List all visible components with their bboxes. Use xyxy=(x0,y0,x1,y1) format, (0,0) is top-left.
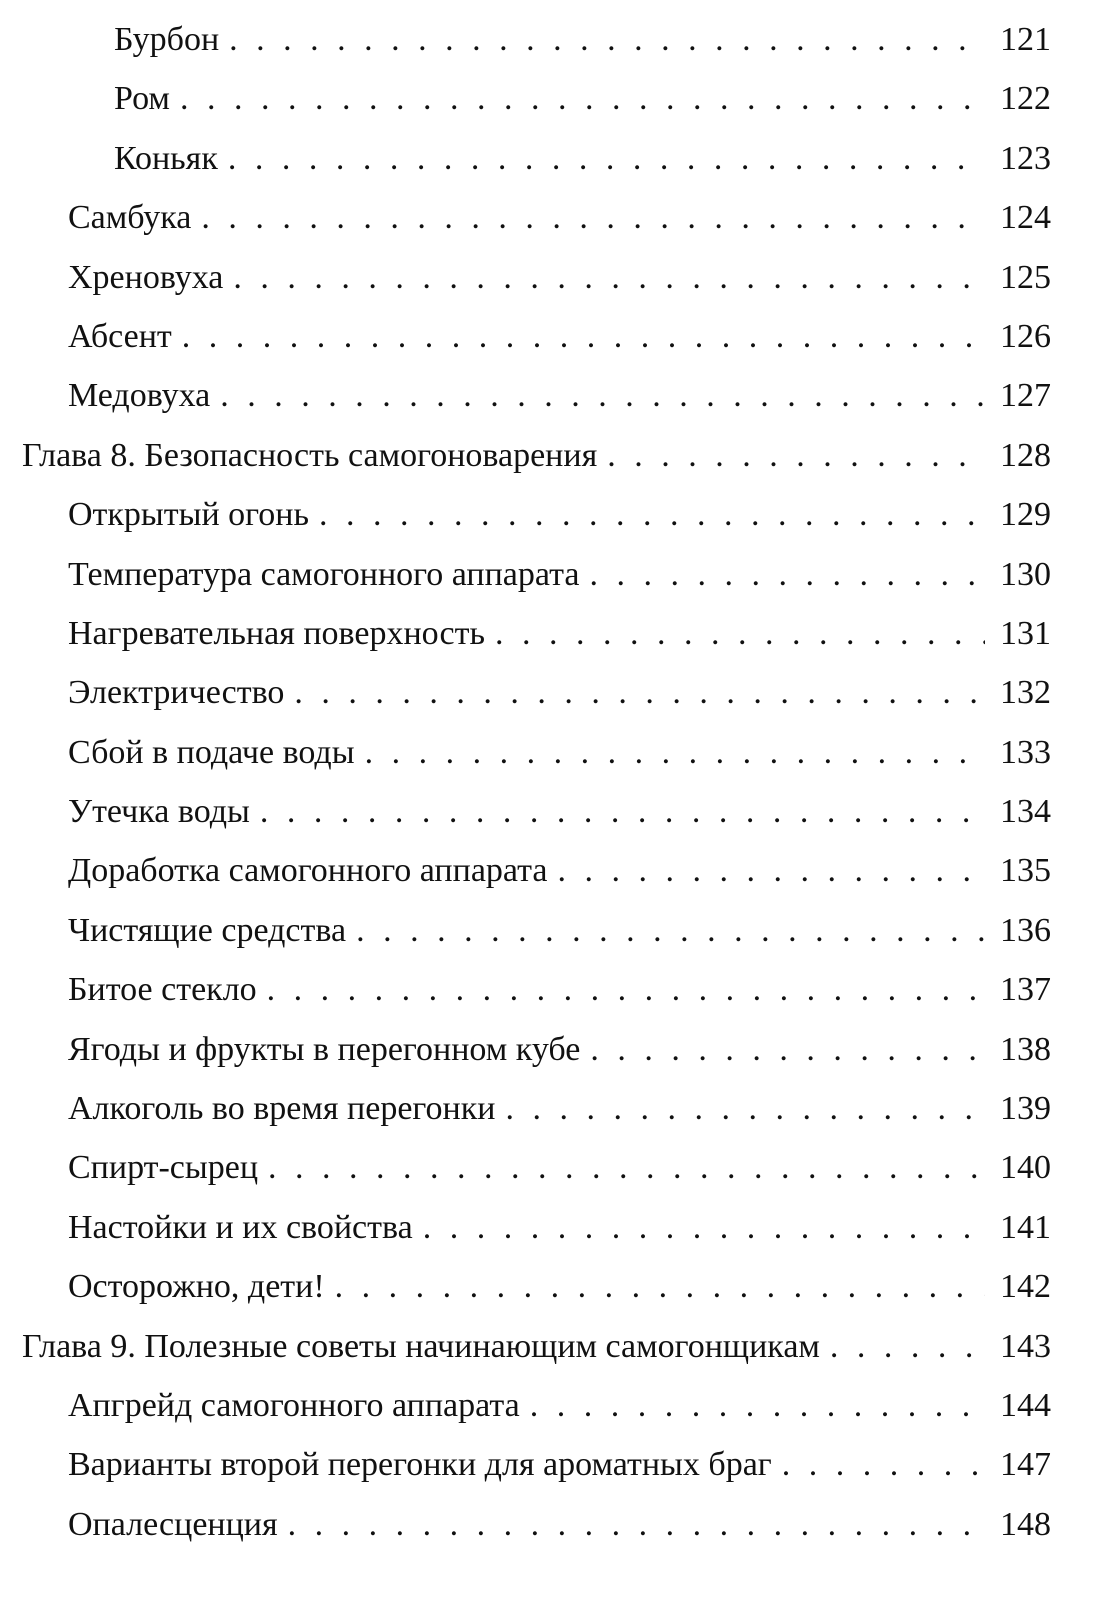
toc-page-number: 131 xyxy=(1000,614,1051,652)
dot-leader xyxy=(228,129,985,188)
toc-entry-leader xyxy=(68,188,985,247)
table-of-contents xyxy=(0,10,1113,1554)
toc-entry-title: Утечка воды xyxy=(68,793,250,831)
toc-entry-leader xyxy=(68,1079,985,1138)
toc-entry-title: Бурбон xyxy=(114,21,220,58)
toc-entry-title: Ягоды и фрукты в перегонном кубе xyxy=(68,1030,581,1068)
toc-page-number: 123 xyxy=(1000,139,1051,177)
toc-entry-title: Спирт-сырец xyxy=(68,1149,259,1187)
dot-leader xyxy=(233,248,985,307)
toc-entry-title: Апгрейд самогонного аппарата xyxy=(68,1386,520,1424)
toc-page-number: 140 xyxy=(1000,1149,1051,1187)
toc-entry-title: Чистящие средства xyxy=(68,911,347,949)
dot-leader xyxy=(294,663,985,722)
toc-entry-leader xyxy=(114,69,985,128)
toc-entry-row xyxy=(0,248,1113,307)
toc-entry-leader xyxy=(68,248,985,307)
toc-entry-leader xyxy=(68,782,985,841)
toc-entry-leader xyxy=(68,1020,985,1079)
toc-page-number: 124 xyxy=(1000,199,1051,237)
toc-entry-title: Доработка самогонного аппарата xyxy=(68,852,548,890)
toc-entry-title: Глава 8. Безопасность самогоноварения xyxy=(22,436,598,474)
toc-entry-leader xyxy=(68,1495,985,1554)
toc-entry-leader xyxy=(68,663,985,722)
toc-entry-leader xyxy=(68,1198,985,1257)
dot-leader xyxy=(365,723,985,782)
toc-entry-leader xyxy=(68,366,985,425)
dot-leader xyxy=(530,1376,985,1435)
toc-page-number: 122 xyxy=(1000,80,1051,118)
dot-leader xyxy=(505,1079,985,1138)
toc-entry-row xyxy=(0,960,1113,1019)
toc-entry-title: Хреновуха xyxy=(68,258,224,296)
dot-leader xyxy=(268,1138,985,1197)
toc-page-number: 147 xyxy=(1000,1446,1051,1484)
toc-entry-leader xyxy=(68,960,985,1019)
toc-entry-leader xyxy=(22,1317,985,1376)
toc-entry-leader xyxy=(22,426,985,485)
toc-entry-title: Алкоголь во время перегонки xyxy=(68,1090,496,1128)
dot-leader xyxy=(830,1317,985,1376)
toc-entry-title: Глава 9. Полезные советы начинающим самогонщикам xyxy=(22,1327,820,1365)
toc-entry-leader xyxy=(68,1435,985,1494)
toc-entry-title: Коньяк xyxy=(114,139,218,177)
dot-leader xyxy=(495,604,985,663)
dot-leader xyxy=(267,960,985,1019)
toc-entry-row xyxy=(0,1495,1113,1554)
toc-entry-row xyxy=(0,485,1113,544)
dot-leader xyxy=(558,841,986,900)
toc-entry-row xyxy=(0,604,1113,663)
toc-page-number: 130 xyxy=(1000,555,1051,593)
toc-page-number: 138 xyxy=(1000,1030,1051,1068)
toc-entry-row xyxy=(0,663,1113,722)
toc-entry-title: Абсент xyxy=(68,317,172,355)
toc-entry-title: Самбука xyxy=(68,199,192,237)
toc-entry-row xyxy=(0,366,1113,425)
dot-leader xyxy=(182,307,985,366)
dot-leader xyxy=(201,188,985,247)
toc-entry-leader xyxy=(68,1257,985,1316)
dot-leader xyxy=(589,545,985,604)
toc-page-number: 135 xyxy=(1000,852,1051,890)
toc-entry-title: Варианты второй перегонки для ароматных браг xyxy=(68,1446,772,1484)
toc-entry-title: Ром xyxy=(114,80,170,118)
toc-page-number: 143 xyxy=(1000,1327,1051,1365)
toc-page-number: 132 xyxy=(1000,674,1051,712)
toc-page-number: 127 xyxy=(1000,377,1051,415)
toc-entry-row xyxy=(0,129,1113,188)
toc-page-number: 129 xyxy=(1000,496,1051,534)
toc-entry-row xyxy=(0,545,1113,604)
toc-page-number: 121 xyxy=(1000,21,1051,58)
toc-page-number: 126 xyxy=(1000,317,1051,355)
toc-entry-row xyxy=(0,10,1113,69)
toc-entry-leader xyxy=(68,901,985,960)
toc-entry-leader xyxy=(68,1376,985,1435)
toc-entry-row xyxy=(0,307,1113,366)
toc-page-number: 137 xyxy=(1000,971,1051,1009)
toc-entry-row xyxy=(0,782,1113,841)
toc-entry-leader xyxy=(68,545,985,604)
toc-entry-title: Настойки и их свойства xyxy=(68,1208,413,1246)
toc-entry-row xyxy=(0,901,1113,960)
toc-page-number: 139 xyxy=(1000,1090,1051,1128)
toc-entry-leader xyxy=(114,10,985,69)
dot-leader xyxy=(180,69,985,128)
dot-leader xyxy=(782,1435,985,1494)
toc-entry-title: Открытый огонь xyxy=(68,496,309,534)
toc-entry-title: Битое стекло xyxy=(68,971,257,1009)
dot-leader xyxy=(220,366,985,425)
dot-leader xyxy=(423,1198,985,1257)
toc-page-number: 141 xyxy=(1000,1208,1051,1246)
toc-entry-row xyxy=(0,723,1113,782)
toc-entry-title: Сбой в подаче воды xyxy=(68,733,355,771)
toc-entry-leader xyxy=(68,307,985,366)
dot-leader xyxy=(229,10,985,69)
toc-entry-title: Электричество xyxy=(68,674,285,712)
toc-entry-leader xyxy=(114,129,985,188)
toc-entry-row xyxy=(0,69,1113,128)
toc-entry-title: Опалесценция xyxy=(68,1505,278,1543)
dot-leader xyxy=(260,782,985,841)
toc-page-number: 136 xyxy=(1000,911,1051,949)
toc-page-number: 125 xyxy=(1000,258,1051,296)
toc-page-number: 134 xyxy=(1000,793,1051,831)
dot-leader xyxy=(356,901,985,960)
toc-entry-row xyxy=(0,841,1113,900)
toc-entry-row xyxy=(0,1435,1113,1494)
toc-page-number: 148 xyxy=(1000,1505,1051,1543)
dot-leader xyxy=(319,485,985,544)
toc-entry-row xyxy=(0,1198,1113,1257)
toc-entry-leader xyxy=(68,604,985,663)
toc-page-number: 133 xyxy=(1000,733,1051,771)
dot-leader xyxy=(590,1020,985,1079)
toc-entry-row xyxy=(0,1257,1113,1316)
toc-entry-row xyxy=(0,1138,1113,1197)
toc-page-number: 128 xyxy=(1000,436,1051,474)
toc-entry-title: Температура самогонного аппарата xyxy=(68,555,580,593)
toc-entry-row xyxy=(0,188,1113,247)
toc-entry-row xyxy=(0,1079,1113,1138)
toc-entry-leader xyxy=(68,723,985,782)
dot-leader xyxy=(607,426,985,485)
toc-entry-title: Медовуха xyxy=(68,377,211,415)
dot-leader xyxy=(288,1495,985,1554)
toc-chapter-row xyxy=(0,426,1113,485)
toc-chapter-row xyxy=(0,1317,1113,1376)
toc-entry-leader xyxy=(68,485,985,544)
toc-entry-row xyxy=(0,1376,1113,1435)
dot-leader xyxy=(335,1257,985,1316)
toc-entry-title: Осторожно, дети! xyxy=(68,1268,325,1306)
toc-entry-leader xyxy=(68,1138,985,1197)
toc-entry-row xyxy=(0,1020,1113,1079)
toc-entry-title: Нагревательная поверхность xyxy=(68,614,485,652)
toc-entry-leader xyxy=(68,841,985,900)
toc-page-number: 144 xyxy=(1000,1386,1051,1424)
toc-page-number: 142 xyxy=(1000,1268,1051,1306)
